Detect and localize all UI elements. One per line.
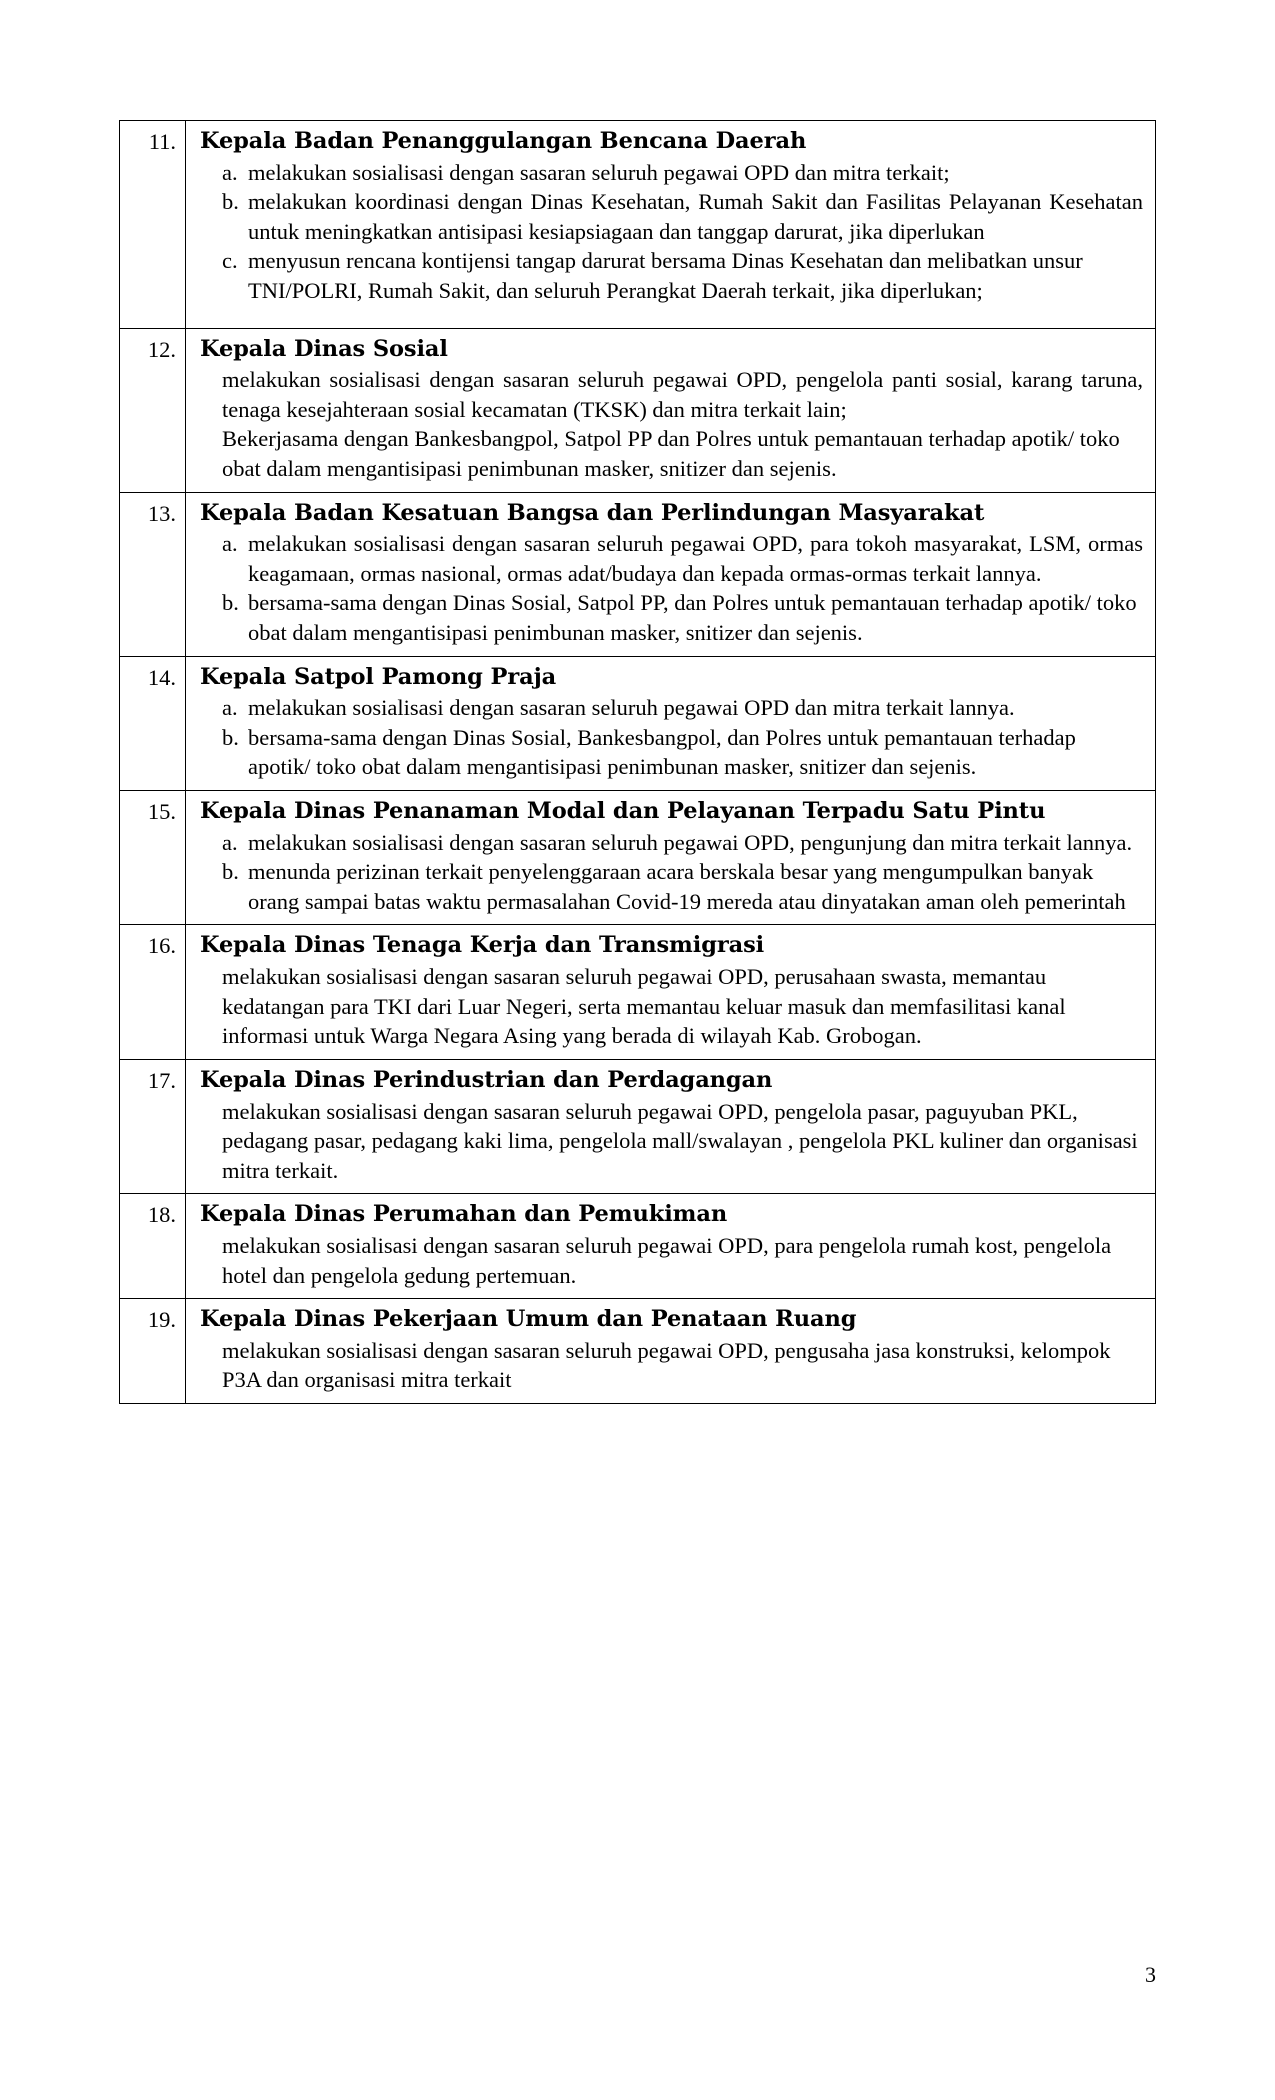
list-item-text: bersama-sama dengan Dinas Sosial, Bankesbangpol, dan Polres untuk pemantauan terhadap apotik/ toko obat dalam mengantisipasi penimbunan masker, snitizer dan sejenis. (248, 724, 1076, 780)
list-item-text: menunda perizinan terkait penyelenggaraan acara berskala besar yang mengumpulkan banyak orang sampai batas waktu permasalahan Covid-19 mereda atau dinyatakan aman oleh pemerintah (248, 859, 1126, 914)
row-number: 17. (120, 1059, 186, 1193)
list-item (222, 857, 1143, 916)
lettered-list (200, 693, 1143, 782)
list-item (222, 588, 1143, 647)
row-content (186, 492, 1156, 656)
list-item-text: melakukan koordinasi dengan Dinas Kesehatan, Rumah Sakit dan Fasilitas Pelayanan Kesehatan untuk meningkatkan antisipasi kesiapsiagaan dan tanggap darurat, jika diperlukan (248, 189, 1143, 244)
section-paragraph: melakukan sosialisasi dengan sasaran seluruh pegawai OPD, pengusaha jasa konstruksi, kelompok P3A dan organisasi mitra terkait (222, 1337, 1111, 1393)
list-item-text: melakukan sosialisasi dengan sasaran seluruh pegawai OPD dan mitra terkait lannya. (248, 695, 1015, 721)
row-number: 18. (120, 1194, 186, 1299)
row-content (186, 1194, 1156, 1299)
section-title: Kepala Dinas Perindustrian dan Perdagangan (200, 1066, 773, 1093)
table-row (120, 1194, 1156, 1299)
row-number: 12. (120, 328, 186, 492)
row-content (186, 791, 1156, 925)
section-title: Kepala Dinas Pekerjaan Umum dan Penataan Ruang (200, 1306, 857, 1333)
row-number: 16. (120, 925, 186, 1059)
row-content (186, 1059, 1156, 1193)
list-item (222, 246, 1143, 305)
section-title: Kepala Satpol Pamong Praja (200, 663, 557, 690)
responsibilities-table (119, 120, 1156, 1404)
section-title: Kepala Badan Penanggulangan Bencana Daerah (200, 128, 807, 154)
row-content (186, 328, 1156, 492)
list-item (222, 693, 1143, 723)
table-row (120, 656, 1156, 790)
row-trailing-space (200, 306, 1143, 320)
row-number: 13. (120, 492, 186, 656)
list-item-marker: a. (222, 695, 238, 721)
list-item-text: melakukan sosialisasi dengan sasaran seluruh pegawai OPD, pengunjung dan mitra terkait lannya. (248, 829, 1133, 855)
lettered-list (200, 529, 1143, 647)
list-item (222, 158, 1143, 188)
list-item (222, 828, 1143, 858)
lettered-list (200, 828, 1143, 917)
list-item (222, 723, 1143, 782)
section-paragraph: melakukan sosialisasi dengan sasaran seluruh pegawai OPD, perusahaan swasta, memantau kedatangan para TKI dari Luar Negeri, serta memantau keluar masuk dan memfasilitasi kanal informasi untuk Warga Negara Asing yang berada di wilayah Kab. Grobogan. (222, 964, 1066, 1049)
row-number: 11. (120, 121, 186, 329)
list-item-marker: b. (222, 590, 239, 616)
section-paragraph: melakukan sosialisasi dengan sasaran seluruh pegawai OPD, pengelola panti sosial, karang taruna, tenaga kesejahteraan sosial kecamatan (TKSK) dan mitra terkait lain; (222, 367, 1143, 422)
row-content (186, 656, 1156, 790)
list-item-marker: a. (222, 159, 238, 185)
table-row (120, 328, 1156, 492)
section-title: Kepala Badan Kesatuan Bangsa dan Perlindungan Masyarakat (200, 499, 985, 526)
row-number: 19. (120, 1299, 186, 1404)
row-number: 15. (120, 791, 186, 925)
list-item-marker: a. (222, 531, 238, 557)
table-row (120, 492, 1156, 656)
lettered-list (200, 158, 1143, 306)
list-item-marker: a. (222, 829, 238, 855)
table-row (120, 791, 1156, 925)
list-item-text: melakukan sosialisasi dengan sasaran seluruh pegawai OPD, para tokoh masyarakat, LSM, ormas keagamaan, ormas nasional, ormas adat/budaya dan kepada ormas-ormas terkait lannya. (248, 531, 1143, 586)
section-title: Kepala Dinas Perumahan dan Pemukiman (200, 1201, 728, 1228)
table-row (120, 1059, 1156, 1193)
list-item-text: bersama-sama dengan Dinas Sosial, Satpol PP, dan Polres untuk pemantauan terhadap apotik/ toko obat dalam mengantisipasi penimbunan masker, snitizer dan sejenis. (248, 590, 1137, 645)
row-content (186, 121, 1156, 329)
section-paragraph: melakukan sosialisasi dengan sasaran seluruh pegawai OPD, pengelola pasar, paguyuban PKL, pedagang pasar, pedagang kaki lima, pengelola mall/swalayan , pengelola PKL kuliner dan organisasi mitra terkait. (222, 1098, 1138, 1183)
row-number: 14. (120, 656, 186, 790)
list-item-marker: b. (222, 859, 239, 885)
list-item-marker: c. (222, 248, 238, 274)
section-paragraph: Bekerjasama dengan Bankesbangpol, Satpol PP dan Polres untuk pemantauan terhadap apotik/ toko obat dalam mengantisipasi penimbunan masker, snitizer dan sejenis. (222, 426, 1120, 481)
row-content (186, 925, 1156, 1059)
list-item-marker: b. (222, 724, 239, 750)
page-number: 3 (1145, 1962, 1156, 1987)
list-item (222, 529, 1143, 588)
section-title: Kepala Dinas Penanaman Modal dan Pelayanan Terpadu Satu Pintu (200, 798, 1046, 824)
list-item-marker: b. (222, 189, 239, 215)
section-title: Kepala Dinas Sosial (200, 335, 448, 362)
section-title: Kepala Dinas Tenaga Kerja dan Transmigrasi (200, 932, 765, 959)
list-item-text: melakukan sosialisasi dengan sasaran seluruh pegawai OPD dan mitra terkait; (248, 159, 950, 185)
section-paragraph: melakukan sosialisasi dengan sasaran seluruh pegawai OPD, para pengelola rumah kost, pengelola hotel dan pengelola gedung pertemuan. (222, 1232, 1112, 1288)
table-row (120, 925, 1156, 1059)
table-row (120, 121, 1156, 329)
table-body (120, 121, 1156, 1404)
row-content (186, 1299, 1156, 1404)
table-row (120, 1299, 1156, 1404)
list-item (222, 187, 1143, 246)
list-item-text: menyusun rencana kontijensi tangap darurat bersama Dinas Kesehatan dan melibatkan unsur TNI/POLRI, Rumah Sakit, dan seluruh Perangkat Daerah terkait, jika diperlukan; (248, 248, 1083, 303)
